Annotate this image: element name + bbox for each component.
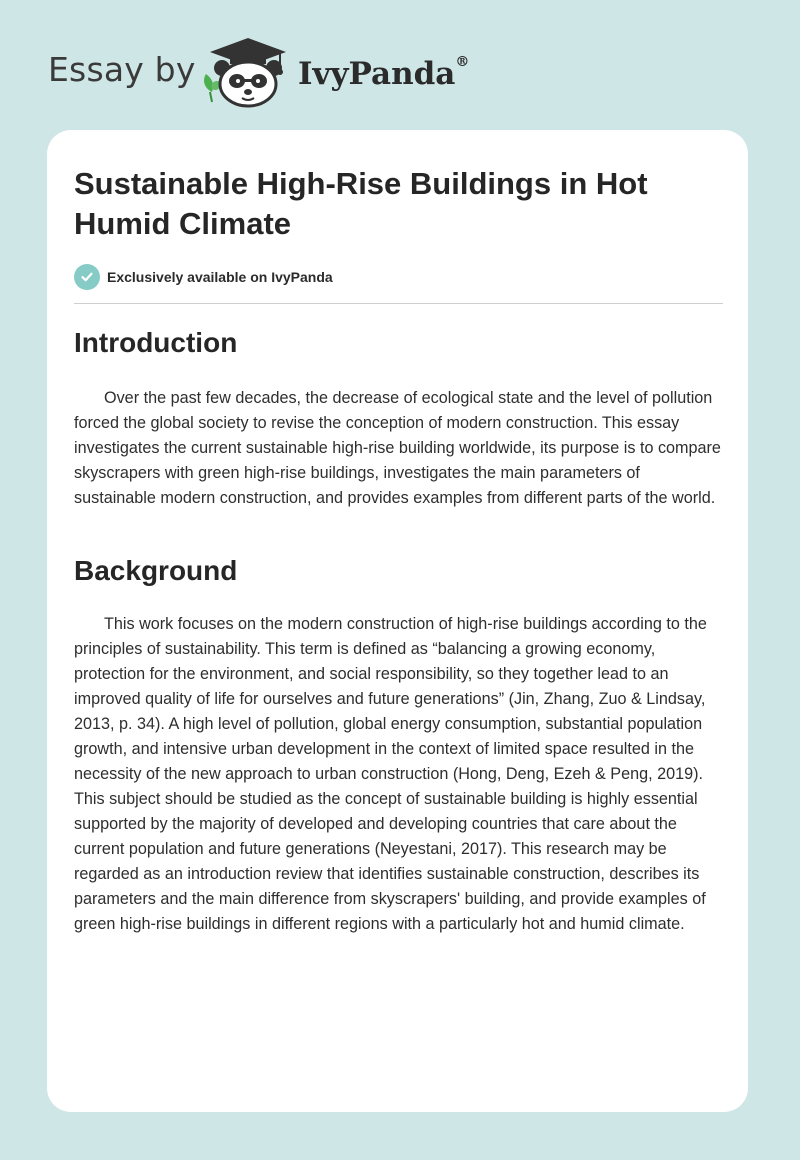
exclusive-badge [74, 263, 333, 291]
page-title: Sustainable High-Rise Buildings in Hot Humid Climate [74, 166, 648, 241]
site-header [0, 0, 800, 120]
panda-graduate-icon [200, 36, 296, 108]
essay-by-label: Essay by [48, 50, 196, 89]
check-circle-icon [74, 264, 100, 290]
section-heading-introduction: Introduction [74, 327, 238, 358]
section-heading-background: Background [74, 555, 238, 586]
section-paragraph-introduction: Over the past few decades, the decrease of ecological state and the level of pollution forced the global society to revise the conception of modern construction. This essay investigates the current sustainable high-rise building worldwide, its purpose is to compare skyscrapers with green high-rise buildings, investigates the main parameters of sustainable modern construction, and provides examples from different parts of the world. [74, 389, 721, 507]
logo-name: IvyPanda [298, 56, 456, 92]
badge-label: Exclusively available on IvyPanda [107, 269, 333, 285]
ivypanda-logo[interactable] [298, 56, 469, 92]
registered-mark: ® [455, 54, 470, 70]
divider [74, 303, 723, 304]
essay-card [47, 130, 748, 1112]
section-paragraph-background: This work focuses on the modern construction of high-rise buildings according to the principles of sustainability. This term is defined as “balancing a growing economy, protection for the environment, and social responsibility, so they together lead to an improved quality of life for ourselves and future generations” (Jin, Zhang, Zuo & Lindsay, 2013, p. 34). A high level of pollution, global energy consumption, substantial population growth, and intensive urban development in the context of limited space resulted in the necessity of the new approach to urban construction (Hong, Deng, Ezeh & Peng, 2019). This subject should be studied as the concept of sustainable building is highly essential supported by the majority of developed and developing countries that care about the current population and future generations (Neyestani, 2017). This research may be regarded as an introduction review that identifies sustainable construction, describes its parameters and the main difference from skyscrapers' building, and provide examples of green high-rise buildings in different regions with a particularly hot and humid climate. [74, 615, 707, 933]
